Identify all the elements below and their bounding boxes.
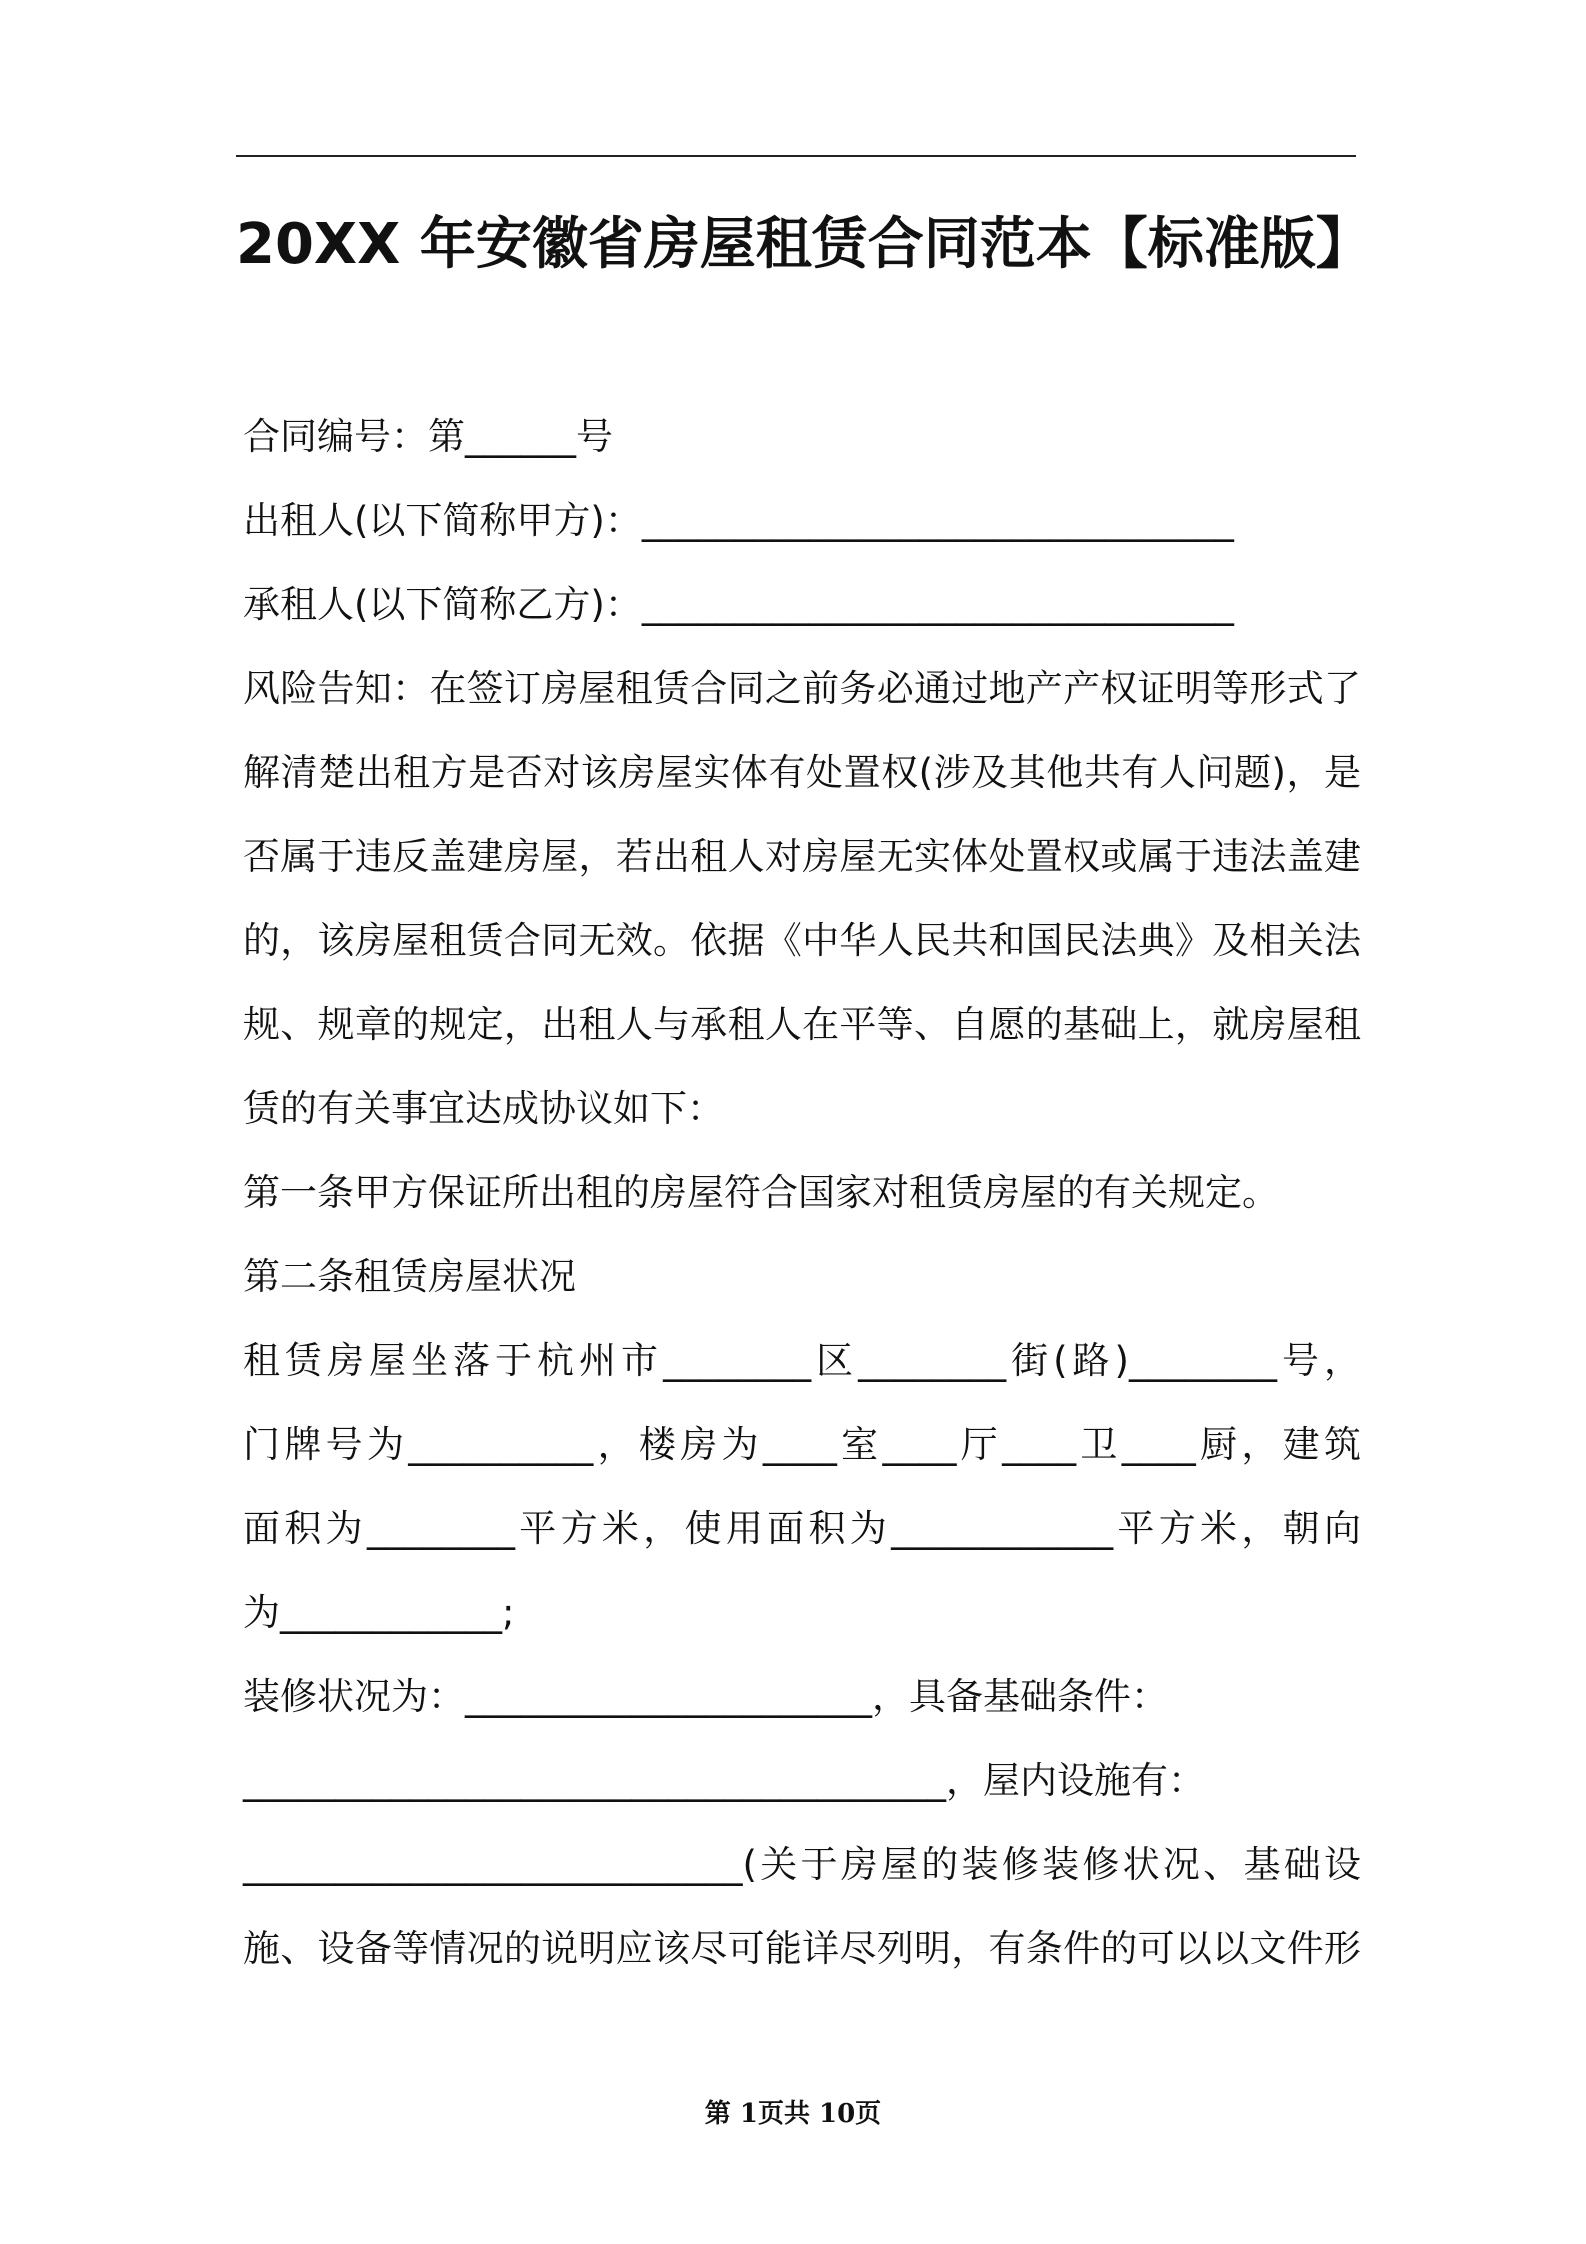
article-1: 第一条甲方保证所出租的房屋符合国家对租赁房屋的有关规定。 [243,1171,1279,1214]
page-number: 第 1页共 10页 [704,2099,882,2129]
risk-notice-line: 赁的有关事宜达成协议如下： [243,1087,724,1130]
header-rule [236,155,1356,157]
risk-notice-line: 风险告知：在签订房屋租赁合同之前务必通过地产产权证明等形式了 [243,667,1361,710]
article-2-line: 施、设备等情况的说明应该尽可能详尽列明，有条件的可以以文件形 [243,1927,1361,1970]
article-2-line: 装修状况为：______________________，具备基础条件： [243,1675,1168,1718]
risk-notice-line: 否属于违反盖建房屋，若出租人对房屋无实体处置权或属于违法盖建 [243,835,1361,878]
risk-notice-paragraph [243,647,1361,1151]
article-2-line: 面积为________平方米，使用面积为____________平方米，朝向 [243,1507,1361,1550]
article-2-heading: 第二条租赁房屋状况 [243,1255,576,1298]
lessor-line: 出租人(以下简称甲方)：________________________________ [243,499,1234,542]
lessee-line: 承租人(以下简称乙方)：________________________________ [243,583,1234,626]
risk-notice-line: 解清楚出租方是否对该房屋实体有处置权(涉及其他共有人问题)，是 [243,751,1361,794]
article-2-line: ______________________________________，屋内设施有： [243,1759,1205,1802]
article-2-line: ___________________________(关于房屋的装修装修状况、基础设 [243,1843,1361,1886]
document-body [243,395,1361,1991]
article-2-line: 为____________; [243,1591,515,1634]
risk-notice-line: 的，该房屋租赁合同无效。依据《中华人民共和国民法典》及相关法 [243,919,1361,962]
article-2-line: 门牌号为__________，楼房为____室____厅____卫____厨，建筑 [243,1423,1361,1466]
risk-notice-line: 规、规章的规定，出租人与承租人在平等、自愿的基础上，就房屋租 [243,1003,1361,1046]
document-title: 20XX 年安徽省房屋租赁合同范本【标准版】 [236,212,1372,277]
article-2-paragraph [243,1319,1361,1991]
article-2-line: 租赁房屋坐落于杭州市________区________街(路)________号， [243,1339,1361,1382]
contract-number-line: 合同编号：第______号 [243,415,613,458]
